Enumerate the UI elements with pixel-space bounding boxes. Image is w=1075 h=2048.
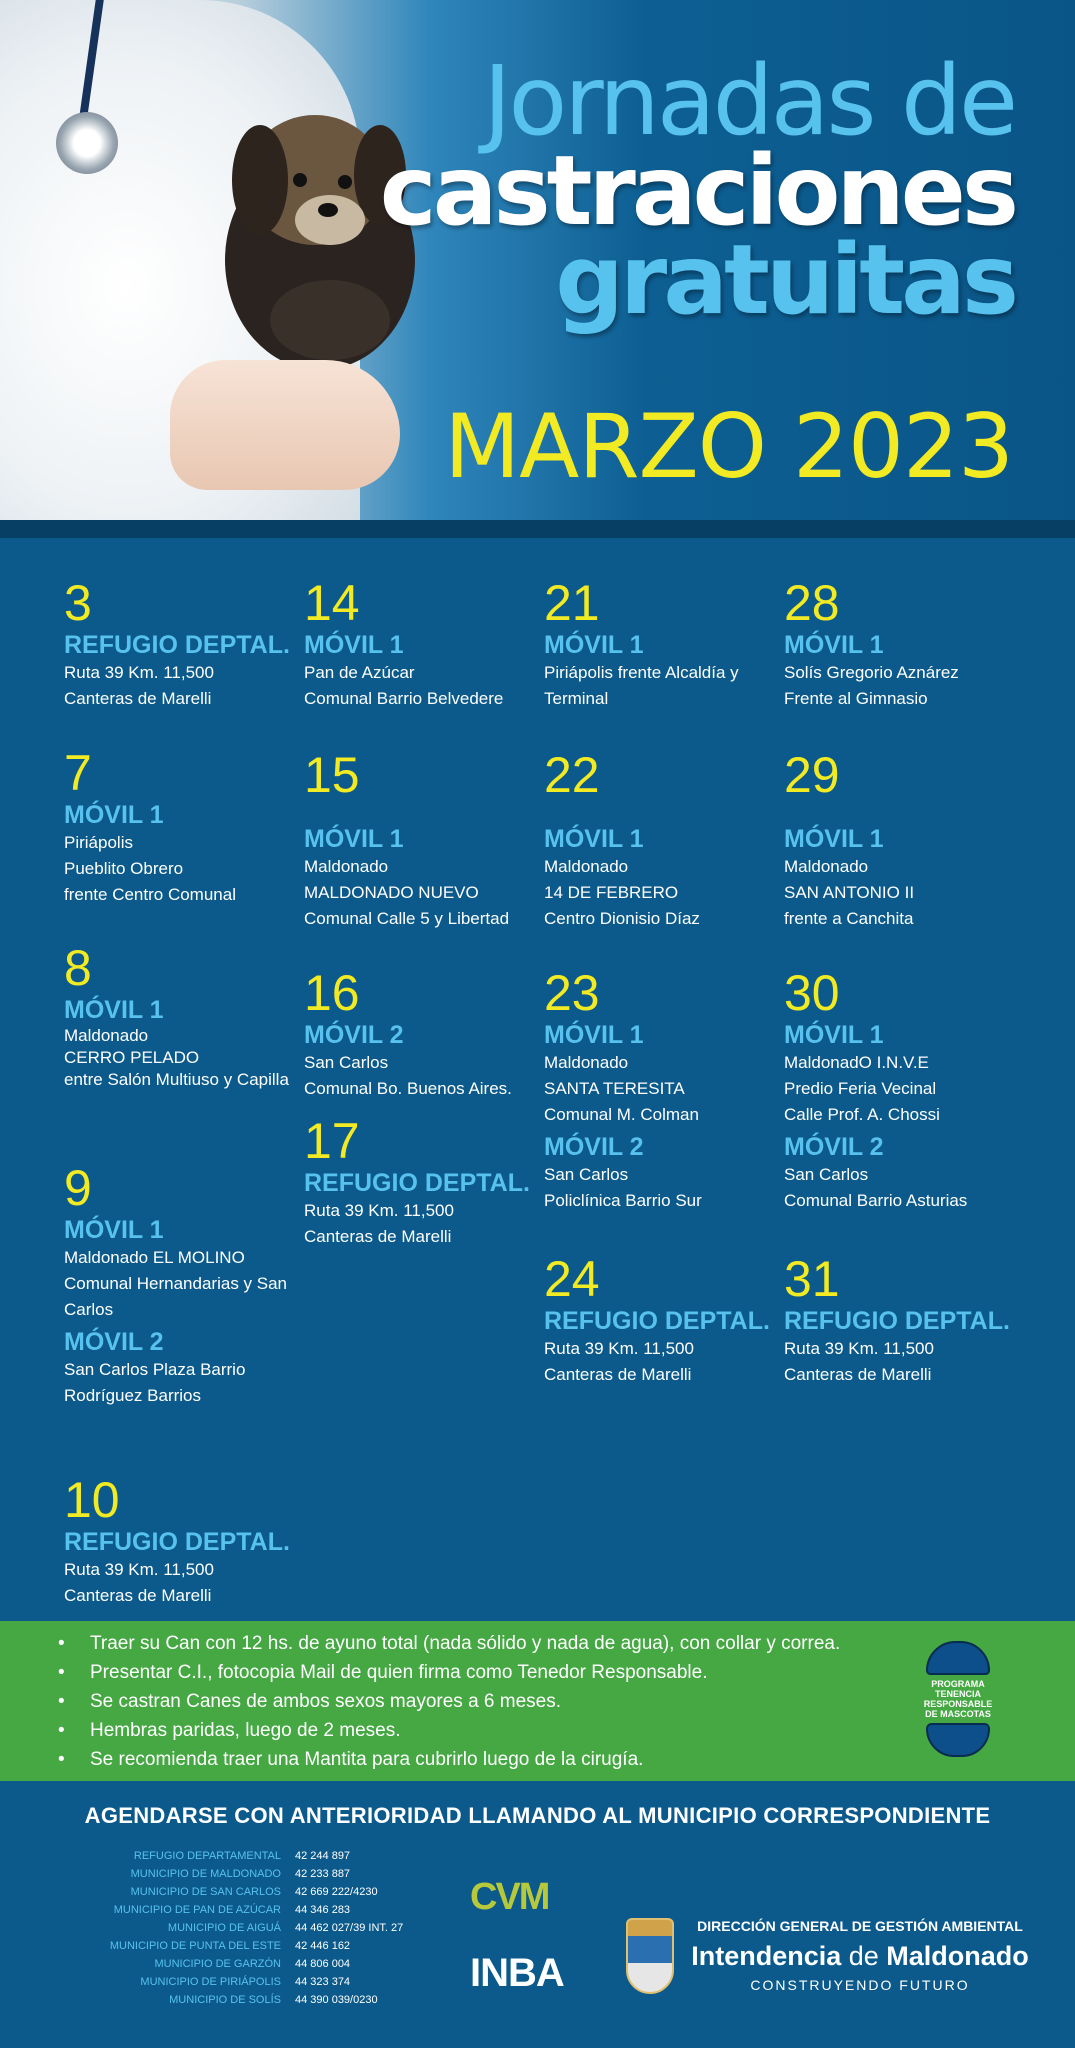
entry-place: MÓVIL 1 <box>304 825 404 853</box>
calendar-entry <box>64 576 304 712</box>
phone-number: 44 323 374 <box>295 1976 351 1988</box>
entry-info: Ruta 39 Km. 11,500 Canteras de Marelli <box>64 1560 214 1605</box>
entry-info: Maldonado CERRO PELADO entre Salón Multiuso y Capilla <box>64 1026 289 1089</box>
phone-name: MUNICIPIO DE PAN DE AZÚCAR <box>113 1904 281 1916</box>
cvm-logo: CVM <box>470 1876 549 1918</box>
entry-info: Ruta 39 Km. 11,500 Canteras de Marelli <box>784 1339 934 1384</box>
slogan: CONSTRUYENDO FUTURO <box>750 1977 970 1993</box>
calendar-entry <box>784 748 1024 932</box>
entry-day: 22 <box>544 747 600 803</box>
phone-name: MUNICIPIO DE SOLÍS <box>169 1994 281 2006</box>
entry-place: MÓVIL 2 <box>304 1021 404 1049</box>
phone-name: MUNICIPIO DE PIRIÁPOLIS <box>140 1976 281 1988</box>
phone-number: 44 346 283 <box>295 1904 351 1916</box>
inba-logo: INBA <box>470 1951 564 1995</box>
entry-info: Maldonado 14 DE FEBRERO Centro Dionisio Díaz <box>544 857 700 928</box>
requirements-panel <box>0 1621 1075 1781</box>
entry-day: 30 <box>784 965 840 1021</box>
title-line-2: castraciones <box>379 135 1015 247</box>
entry-day: 28 <box>784 575 840 631</box>
title-block <box>375 45 1015 336</box>
entry-info: Piriápolis Pueblito Obrero frente Centro Comunal <box>64 833 236 904</box>
phone-number: 42 446 162 <box>295 1940 351 1952</box>
entry-info: Pan de Azúcar Comunal Barrio Belvedere <box>304 663 504 708</box>
entry-info: Solís Gregorio Aznárez Frente al Gimnasio <box>784 663 959 708</box>
phone-number: 44 462 027/39 INT. 27 <box>295 1922 404 1934</box>
entry-day: 31 <box>784 1251 840 1307</box>
entry-day: 8 <box>64 940 92 996</box>
list-item: • Se castran Canes de ambos sexos mayores a 6 meses. <box>58 1687 938 1716</box>
entry-place: REFUGIO DEPTAL. <box>784 1307 1010 1335</box>
entry-place: MÓVIL 1 <box>304 631 404 659</box>
list-item: • Presentar C.I., fotocopia Mail de quien firma como Tenedor Responsable. <box>58 1658 938 1687</box>
entry-day: 23 <box>544 965 600 1021</box>
direction-label: DIRECCIÓN GENERAL DE GESTIÓN AMBIENTAL <box>697 1918 1023 1934</box>
calendar-entry <box>304 1114 544 1250</box>
entry-day: 7 <box>64 745 92 801</box>
calendar-entry <box>784 1252 1024 1388</box>
entry-place: MÓVIL 1 <box>784 1021 884 1049</box>
month-title: MARZO 2023 <box>444 395 1013 498</box>
entry-info: Piriápolis frente Alcaldía y Terminal <box>544 663 739 708</box>
hand-image <box>170 360 400 490</box>
phone-row <box>90 1865 450 1883</box>
calendar-entry <box>544 748 784 932</box>
maldonado-crest-icon <box>626 1918 674 1994</box>
stethoscope-icon <box>56 112 118 174</box>
phone-name: REFUGIO DEPARTAMENTAL <box>133 1850 281 1862</box>
calendar-entry <box>304 576 544 712</box>
entry-day: 10 <box>64 1472 120 1528</box>
entry-info: Maldonado MALDONADO NUEVO Comunal Calle 5 y Libertad <box>304 857 510 928</box>
entry-day: 24 <box>544 1251 600 1307</box>
calendar-entry <box>784 966 1024 1214</box>
entry-place: MÓVIL 1 <box>64 1216 164 1244</box>
entry-place: MÓVIL 1 <box>784 631 884 659</box>
cat-icon <box>926 1723 990 1757</box>
entry-place: MÓVIL 1 <box>544 1021 644 1049</box>
calendar-entry <box>64 746 304 908</box>
calendar-entry <box>64 941 304 1091</box>
entry-place: MÓVIL 1 <box>544 631 644 659</box>
header-banner <box>0 0 1075 520</box>
entry-place: REFUGIO DEPTAL. <box>64 1528 290 1556</box>
dog-icon <box>926 1641 990 1675</box>
phone-row <box>90 1919 450 1937</box>
phone-number: 42 669 222/4230 <box>295 1886 378 1898</box>
entry-day: 21 <box>544 575 600 631</box>
entry-day: 3 <box>64 575 92 631</box>
list-item: • Hembras paridas, luego de 2 meses. <box>58 1716 938 1745</box>
phone-name: MUNICIPIO DE GARZÓN <box>154 1958 281 1970</box>
entry-day: 14 <box>304 575 360 631</box>
phone-name: MUNICIPIO DE PUNTA DEL ESTE <box>109 1940 281 1952</box>
calendar-entry <box>544 1252 784 1388</box>
entry-info: MaldonadO I.N.V.E Predio Feria Vecinal Calle Prof. A. Chossi <box>784 1053 940 1124</box>
footer-heading: AGENDARSE CON ANTERIORIDAD LLAMANDO AL MUNICIPIO CORRESPONDIENTE <box>84 1803 991 1828</box>
entry-place-2: MÓVIL 2 <box>64 1328 164 1356</box>
entry-info: Maldonado SANTA TERESITA Comunal M. Colman <box>544 1053 699 1124</box>
entry-day: 9 <box>64 1160 92 1216</box>
entry-place: REFUGIO DEPTAL. <box>544 1307 770 1335</box>
entry-day: 15 <box>304 747 360 803</box>
phone-row <box>90 1991 450 2009</box>
phone-row <box>90 1955 450 1973</box>
list-item: • Se recomienda traer una Mantita para cubrirlo luego de la cirugía. <box>58 1745 938 1774</box>
phone-name: MUNICIPIO DE SAN CARLOS <box>130 1886 281 1898</box>
intendencia-de: de <box>841 1941 887 1971</box>
phone-number: 42 233 887 <box>295 1868 351 1880</box>
entry-place-2: MÓVIL 2 <box>784 1133 884 1161</box>
title-line-1: Jornadas de <box>483 45 1015 157</box>
entry-place: MÓVIL 1 <box>784 825 884 853</box>
phone-row <box>90 1937 450 1955</box>
phone-number: 42 244 897 <box>295 1850 351 1862</box>
intendencia-place: Maldonado <box>886 1941 1029 1971</box>
entry-place: REFUGIO DEPTAL. <box>304 1169 530 1197</box>
entry-day: 29 <box>784 747 840 803</box>
intendencia-logo-text <box>680 1941 1040 1972</box>
phone-number: 44 390 039/0230 <box>295 1994 378 2006</box>
phone-name: MUNICIPIO DE AIGUÁ <box>167 1922 281 1934</box>
phone-number: 44 806 004 <box>295 1958 351 1970</box>
entry-day: 16 <box>304 965 360 1021</box>
entry-info-2: San Carlos Plaza Barrio Rodríguez Barrios <box>64 1360 246 1405</box>
entry-place-2: MÓVIL 2 <box>544 1133 644 1161</box>
entry-info: Ruta 39 Km. 11,500 Canteras de Marelli <box>64 663 214 708</box>
calendar-entry <box>544 576 784 712</box>
title-line-3: gratuitas <box>555 224 1015 336</box>
entry-info: Ruta 39 Km. 11,500 Canteras de Marelli <box>304 1201 454 1246</box>
calendar-entry <box>64 1473 304 1609</box>
calendar-entry <box>784 576 1024 712</box>
entry-info-2: San Carlos Comunal Barrio Asturias <box>784 1165 968 1210</box>
phone-row <box>90 1883 450 1901</box>
entry-info: Maldonado SAN ANTONIO II frente a Canchita <box>784 857 915 928</box>
calendar <box>0 538 1075 1621</box>
phone-row <box>90 1973 450 1991</box>
phone-directory <box>90 1847 450 2009</box>
requirements-list <box>58 1629 938 1774</box>
calendar-entry <box>64 1161 304 1409</box>
entry-info: San Carlos Comunal Bo. Buenos Aires. <box>304 1053 512 1098</box>
entry-info: Ruta 39 Km. 11,500 Canteras de Marelli <box>544 1339 694 1384</box>
phone-row <box>90 1901 450 1919</box>
calendar-entry <box>544 966 784 1214</box>
badge-text: PROGRAMA TENENCIA RESPONSABLE DE MASCOTAS <box>923 1679 993 1719</box>
calendar-entry <box>304 748 544 932</box>
pet-program-badge <box>918 1641 998 1771</box>
intendencia-word: Intendencia <box>691 1941 842 1971</box>
entry-info-2: San Carlos Policlínica Barrio Sur <box>544 1165 702 1210</box>
entry-place: MÓVIL 1 <box>64 996 164 1024</box>
entry-place: REFUGIO DEPTAL. <box>64 631 290 659</box>
calendar-entry <box>304 966 544 1102</box>
phone-row <box>90 1847 450 1865</box>
entry-place: MÓVIL 1 <box>544 825 644 853</box>
entry-place: MÓVIL 1 <box>64 801 164 829</box>
entry-day: 17 <box>304 1113 360 1169</box>
phone-name: MUNICIPIO DE MALDONADO <box>130 1868 281 1880</box>
divider-band <box>0 520 1075 538</box>
list-item: • Traer su Can con 12 hs. de ayuno total (nada sólido y nada de agua), con collar y correa. <box>58 1629 938 1658</box>
footer <box>0 1781 1075 2048</box>
entry-info: Maldonado EL MOLINO Comunal Hernandarias y San Carlos <box>64 1248 288 1319</box>
